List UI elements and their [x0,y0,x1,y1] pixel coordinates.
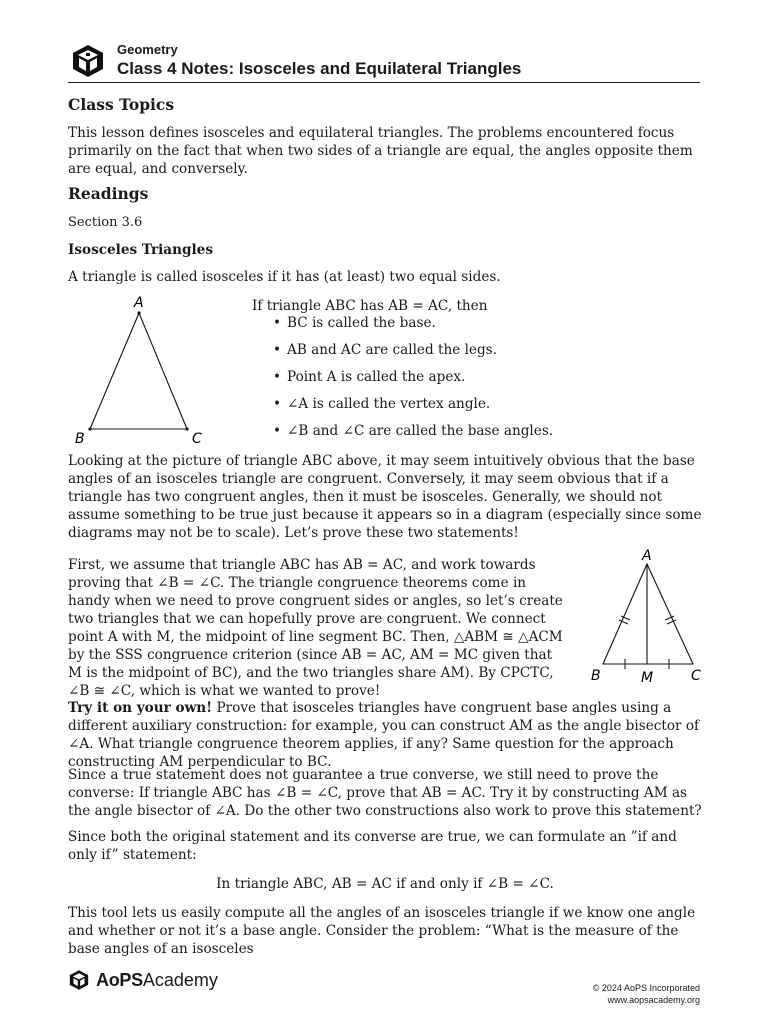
label-b: B [75,431,85,447]
paragraph-tool: This tool lets us easily compute all the angles of an isosceles triangle if we know one angle and whether or not it’s a base angle. Consider the problem: “What is the measure of the base angles of an isosceles [68,905,696,957]
label-a: A [642,548,652,564]
try-it-body: Prove that isosceles triangles have congruent base angles using a different auxiliary construction: for example, you can construct AM as the angle bisector of ∠A. What triangle congruence theorem applies, if any? Same question for the approach constructing AM perpendicular to BC. [68,700,700,770]
aops-logo-icon [68,968,90,992]
course-name: Geometry [117,42,178,57]
triangle-abc-outline [603,564,693,664]
paragraph-proof: First, we assume that triangle ABC has AB = AC, and work towards proving that ∠B = ∠C. The triangle congruence theorems come in handy when we need to prove congruent sides or angles, so let’s create two triangles that we can hopefully prove are congruent. We connect point A with M, the midpoint of line segment BC. Then, △ABM ≅ △ACM by the SSS congruence criterion (since AB = AC, AM = MC given that M is the midpoint of BC), and the two triangles share AM). By CPCTC, ∠B ≅ ∠C, which is what we wanted to prove! [68,557,563,699]
brand-name: AoPS [96,969,143,990]
definition-list [287,315,687,445]
list-item: • AB and AC are called the legs. [287,342,497,358]
footer-brand [68,965,218,995]
paragraph-converse: Since a true statement does not guarantee a true converse, we still need to prove the converse: If triangle ABC has ∠B = ∠C, prove that AB = AC. Try it by constructing AM as the angle bisector of ∠A. Do the other two constructions also work to prove this statement? [68,767,702,819]
paragraph-iff-intro: Since both the original statement and its converse are true, we can formulate an ”if and only if” statement: [68,829,677,863]
list-item: • ∠B and ∠C are called the base angles. [287,423,553,439]
isosceles-subheading: Isosceles Triangles [68,242,213,258]
page-title: Class 4 Notes: Isosceles and Equilateral Triangles [117,59,522,78]
class-topics-body: This lesson defines isosceles and equilateral triangles. The problems encountered focus primarily on the fact that when two sides of a triangle are equal, the angles opposite them are equal, and conversely. [68,125,693,177]
section-reference: Section 3.6 [68,215,143,230]
definition-intro: If triangle ABC has AB = AC, then [252,298,488,314]
triangle-abm-figure [585,548,710,688]
list-item: • Point A is called the apex. [287,369,465,385]
triangle-abc-outline [90,313,187,429]
label-c: C [192,431,202,447]
list-item: • ∠A is called the vertex angle. [287,396,490,412]
website-link[interactable]: www.aopsacademy.org [607,995,700,1005]
label-m: M [641,670,654,686]
label-a: A [134,295,144,311]
triangle-abc-figure [70,293,215,448]
aops-logo-icon [70,43,106,79]
header-divider [68,82,700,83]
try-it-paragraph [68,699,702,771]
brand-suffix: Academy [142,969,218,990]
iff-statement: In triangle ABC, AB = AC if and only if ∠B = ∠C. [216,876,554,892]
label-b: B [591,668,601,684]
label-c: C [691,668,701,684]
copyright-text: © 2024 AoPS Incorporated [592,983,700,993]
list-item: • BC is called the base. [287,315,436,331]
class-topics-heading: Class Topics [68,95,175,114]
readings-heading: Readings [68,184,149,203]
isosceles-definition: A triangle is called isosceles if it has (at least) two equal sides. [68,269,501,285]
paragraph-intuition: Looking at the picture of triangle ABC above, it may seem intuitively obvious that the base angles of an isosceles triangle are congruent. Conversely, it may seem obvious that if a triangle has two congruent angles, then it must be isosceles. Generally, we should not assume something to be true just because it appears so in a diagram (especially since some diagrams may not be to scale). Let’s prove these two statements! [68,453,702,541]
footer-info [593,982,700,1006]
try-it-lead: Try it on your own! [68,700,213,716]
